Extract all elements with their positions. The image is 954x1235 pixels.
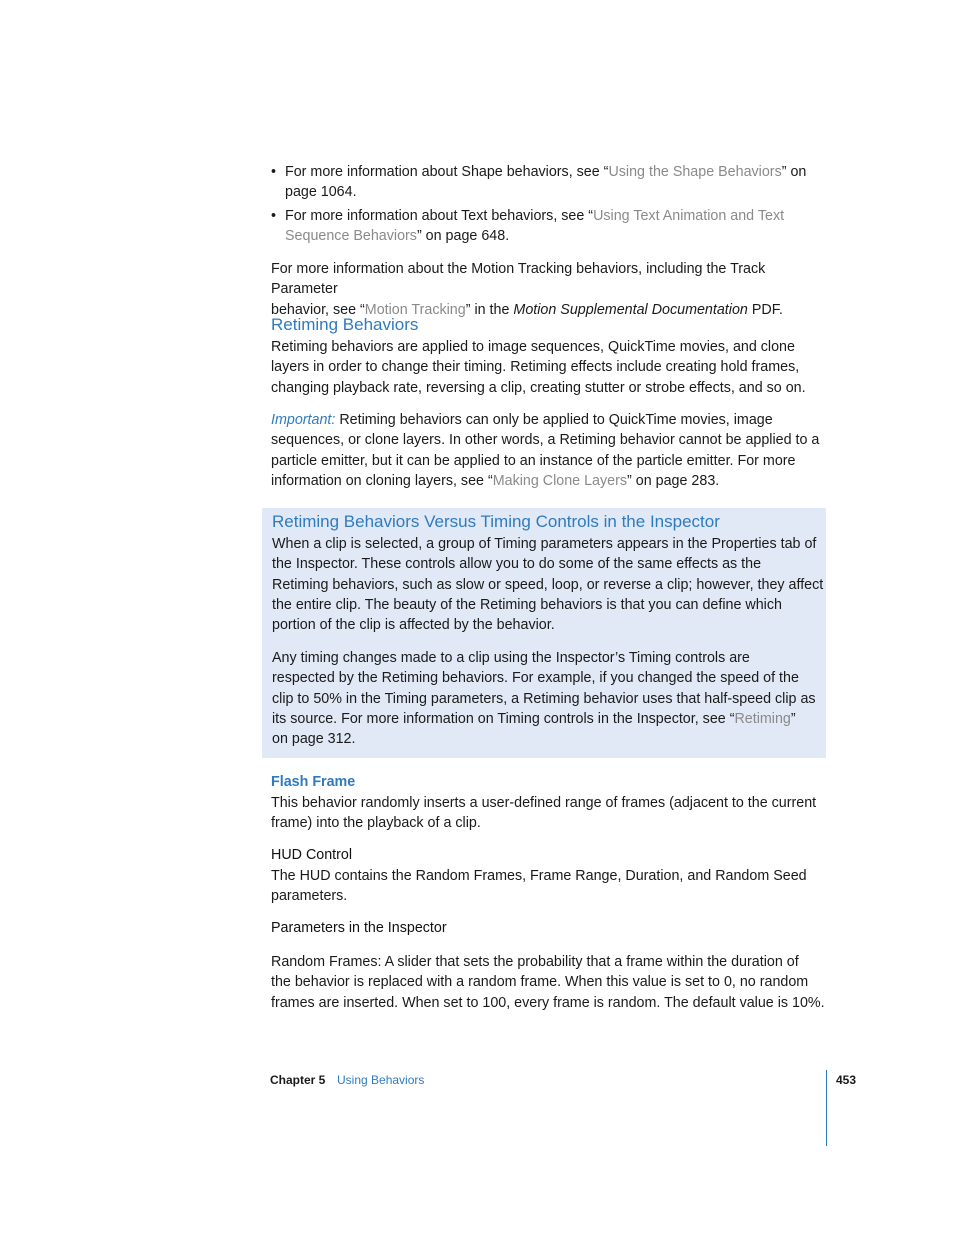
motion-tracking-paragraph: [271, 259, 827, 320]
paragraph-line: frame) into the playback of a clip.: [271, 815, 481, 832]
paragraph-line: The HUD contains the Random Frames, Frame Range, Duration, and Random Seed: [271, 868, 807, 884]
footer-chapter-title[interactable]: Using Behaviors: [337, 1073, 425, 1087]
callout-paragraph-2: [272, 648, 828, 749]
text-animation-link[interactable]: Sequence Behaviors: [285, 228, 417, 245]
retiming-heading: Retiming Behaviors: [271, 315, 419, 334]
important-label: Important:: [271, 412, 336, 428]
paragraph-line: the behavior is replaced with a random frame. When this value is set to 0, no random: [271, 974, 809, 991]
paragraph-line: the Inspector. These controls allow you to do some of the same effects as the: [272, 556, 762, 573]
paragraph-line: changing playback rate, reversing a clip, creating stutter or strobe effects, and so on.: [271, 379, 806, 396]
paragraph-line: This behavior randomly inserts a user-defined range of frames (adjacent to the current: [271, 795, 817, 811]
bullet-text-behaviors: [271, 206, 811, 247]
random-frames-paragraph: [271, 952, 827, 1013]
paragraph-line: on page 312.: [272, 731, 356, 748]
paragraph-line: respected by the Retiming behaviors. For example, if you changed the speed of the: [272, 670, 799, 687]
footer-divider: [826, 1070, 827, 1146]
bullet-text: page 1064.: [285, 184, 357, 201]
hud-control-heading: HUD Control: [271, 847, 353, 863]
paragraph-line: For more information about the Motion Tracking behaviors, including the Track Parameter: [271, 261, 766, 298]
bullet-text: For more information about Shape behaviors, see “: [285, 164, 609, 180]
footer-chapter: Chapter 5: [270, 1073, 326, 1087]
paragraph-text: ” on page 283.: [627, 472, 720, 489]
paragraph-text: : A slider that sets the probability that a frame within the duration of: [377, 954, 799, 970]
random-frames-term: Random Frames: [271, 954, 378, 970]
paragraph-line: particle emitter, but it can be applied to an instance of the particle emitter. For more: [271, 452, 796, 469]
bullet-dot: •: [271, 164, 277, 180]
paragraph-text: ” in the: [465, 301, 514, 318]
bullet-text: ” on: [781, 164, 807, 180]
paragraph-line: the entire clip. The beauty of the Retiming behaviors is that you can define which: [272, 596, 782, 613]
page-number: 453: [836, 1073, 857, 1087]
callout-heading: Retiming Behaviors Versus Timing Controls in the Inspector: [272, 512, 720, 531]
paragraph-text: ”: [790, 710, 796, 727]
paragraph-line: Retiming behaviors, such as slow or speed, loop, or reverse a clip; however, they affect: [272, 576, 824, 593]
bullet-text: ” on page 648.: [416, 228, 510, 245]
shape-behaviors-link[interactable]: Using the Shape Behaviors: [608, 164, 782, 180]
flash-frame-paragraph: [271, 793, 827, 834]
paragraph-line: Retiming behaviors are applied to image sequences, QuickTime movies, and clone: [271, 339, 795, 355]
bullet-text: For more information about Text behaviors, see “: [285, 208, 594, 224]
bullet-shape-behaviors: [271, 162, 811, 203]
text-animation-link[interactable]: Using Text Animation and Text: [593, 208, 785, 224]
motion-tracking-link[interactable]: Motion Tracking: [364, 301, 466, 318]
retiming-link[interactable]: Retiming: [734, 710, 791, 727]
parameters-heading: Parameters in the Inspector: [271, 920, 447, 936]
paragraph-line: frames are inserted. When set to 100, every frame is random. The default value is 10%.: [271, 994, 825, 1011]
important-note: [271, 410, 827, 491]
bullet-dot: •: [271, 208, 277, 224]
hud-control-paragraph: [271, 866, 827, 907]
paragraph-line: clip to 50% in the Timing parameters, a Retiming behavior uses that half-speed clip as: [272, 690, 816, 707]
doc-title: Motion Supplemental Documentation: [513, 301, 748, 318]
paragraph-line: layers in order to change their timing. Retiming effects include creating hold frames,: [271, 359, 800, 376]
paragraph-line: portion of the clip is affected by the behavior.: [272, 617, 555, 634]
paragraph-line: When a clip is selected, a group of Timing parameters appears in the Properties tab of: [272, 536, 817, 552]
paragraph-text: its source. For more information on Timing controls in the Inspector, see “: [272, 710, 735, 727]
paragraph-line: parameters.: [271, 888, 348, 905]
paragraph-text: PDF.: [747, 301, 783, 318]
flash-frame-heading: Flash Frame: [271, 774, 356, 790]
paragraph-text: information on cloning layers, see “: [271, 472, 493, 489]
paragraph-line: sequences, or clone layers. In other words, a Retiming behavior cannot be applied to a: [271, 432, 820, 449]
callout-paragraph-1: [272, 534, 828, 635]
retiming-paragraph: [271, 337, 827, 398]
clone-layers-link[interactable]: Making Clone Layers: [492, 472, 628, 489]
paragraph-text: behavior, see “: [271, 301, 365, 318]
paragraph-line: Retiming behaviors can only be applied to QuickTime movies, image: [335, 412, 773, 428]
paragraph-line: Any timing changes made to a clip using the Inspector’s Timing controls are: [272, 650, 750, 666]
